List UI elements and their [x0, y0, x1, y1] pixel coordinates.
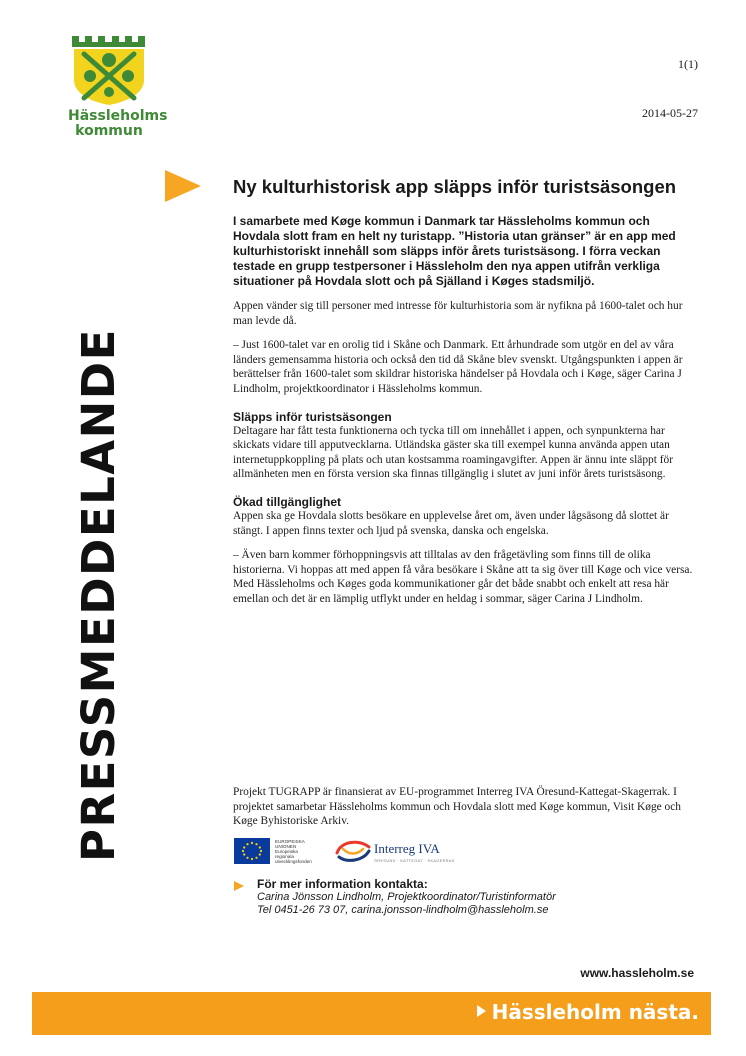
- article-paragraph-4: Appen ska ge Hovdala slotts besökare en upplevelse året om, även under lågsäsong då slottet är stängt. I appen finns texter och ljud på svenska, danska och engelska.: [233, 509, 669, 537]
- slogan-text: Hässleholm nästa.: [491, 1000, 699, 1024]
- contact-details[interactable]: Tel 0451-26 73 07, carina.jonsson-lindholm@hassleholm.se: [257, 904, 549, 916]
- section-heading-1: Släpps inför turistsäsongen: [233, 409, 392, 424]
- article-paragraph-1: Appen vänder sig till personer med intresse för kulturhistoria som är nyfikna på 1600-talet och hur man levde då.: [233, 300, 683, 327]
- interreg-subtitle: ÖRESUND · KATTEGAT · SKAGERRAK: [374, 859, 455, 863]
- contact-block: [257, 878, 556, 917]
- eu-text-line-1: EUROPEISKA: [275, 839, 305, 844]
- interreg-swirl-icon: [333, 837, 373, 870]
- coat-of-arms-icon: [68, 36, 150, 106]
- funding-note: Projekt TUGRAPP är finansierat av EU-programmet Interreg IVA Öresund-Kattegat-Skagerrak. I projektet samarbetar Hässleholms kommun och Hovdala slott med Køge kommun, Visit Køge och Køge Byhistoriske Arkiv.: [233, 786, 682, 828]
- article-lead: I samarbete med Køge kommun i Danmark tar Hässleholms kommun och Hovdala slott fram en helt ny turistapp. ”Historia utan gränser” är en app med kulturhistoriskt innehåll som släpps inför årets turistsäsong. I förra veckan testade en grupp testpersoner i Hässleholm den nya appen utifrån verkliga situationer på Hovdala slott och på Själland i Køges stadsmiljö.: [233, 214, 676, 288]
- slogan-arrow-icon: [477, 1005, 486, 1017]
- interreg-name: Interreg IVA: [374, 841, 440, 856]
- eu-text-line-5: utvecklingsfonden: [275, 859, 312, 864]
- website-link[interactable]: www.hassleholm.se: [580, 966, 694, 980]
- article-paragraph-2: – Just 1600-talet var en orolig tid i Skåne och Danmark. Ett århundrade som utgör en del av våra länders gemensamma historia och också den tid då Skåne blev svenskt. Utgångspunkten i appen är berättelser från 1600-talet som skildrar historiska händelser på Hovdala och i Køge, säger Carina J Lindholm, projektkoordinator i Hässleholms kommun.: [233, 339, 683, 395]
- article-paragraph-5: – Även barn kommer förhoppningsvis att tilltalas av den frågetävling som finns till de olika historierna. Vi hoppas att med appen få våra besökare i Skåne att ta sig över till Køge och vice versa. Med Hässleholms och Køges goda kommunikationer går det både snabbt och enkelt att resa här emellan och det är en lämplig utflykt under en heldag i sommar, säger Carina J Lindholm.: [233, 549, 693, 605]
- eu-text-line-2: UNIONEN: [275, 844, 297, 849]
- logo-line-2: kommun: [75, 123, 143, 139]
- logo-line-1: Hässleholms: [68, 108, 168, 124]
- page-number: 1(1): [678, 57, 698, 71]
- article-paragraph-3: Deltagare har fått testa funktionerna och tycka till om innehållet i appen, och synpunkterna har skickats vidare till apputvecklarna. Utländska gäster ska till exempel kunna använda appen utan internetuppkoppling på plats och utan kostsamma roamingavgifter. Appen är ännu inte släppt för allmänheten men en första version ska finnas tillgänglig i slutet av juni inför årets turistsäsong.: [233, 424, 674, 481]
- eu-text-line-3: Europeiska: [275, 849, 298, 854]
- title-arrow-icon: [165, 170, 201, 202]
- contact-person: Carina Jönsson Lindholm, Projektkoordinator/Turistinformatör: [257, 891, 556, 903]
- section-heading-2: Ökad tillgänglighet: [233, 494, 342, 509]
- pressmeddelande-label: PRESSMEDDELANDE: [72, 328, 125, 862]
- article-title: Ny kulturhistorisk app släpps inför turistsäsongen: [233, 176, 677, 197]
- eu-text-line-4: regionala: [275, 854, 294, 859]
- release-date: 2014-05-27: [642, 106, 698, 120]
- municipality-logo: [68, 36, 168, 139]
- contact-title: För mer information kontakta:: [257, 877, 428, 891]
- eu-logo-text: [275, 839, 335, 864]
- contact-arrow-icon: [234, 881, 244, 891]
- slogan: [477, 1000, 699, 1024]
- eu-flag-icon: [234, 838, 270, 864]
- article: [233, 176, 698, 607]
- footer-bar: [32, 992, 711, 1035]
- logo-wordmark: [68, 108, 168, 139]
